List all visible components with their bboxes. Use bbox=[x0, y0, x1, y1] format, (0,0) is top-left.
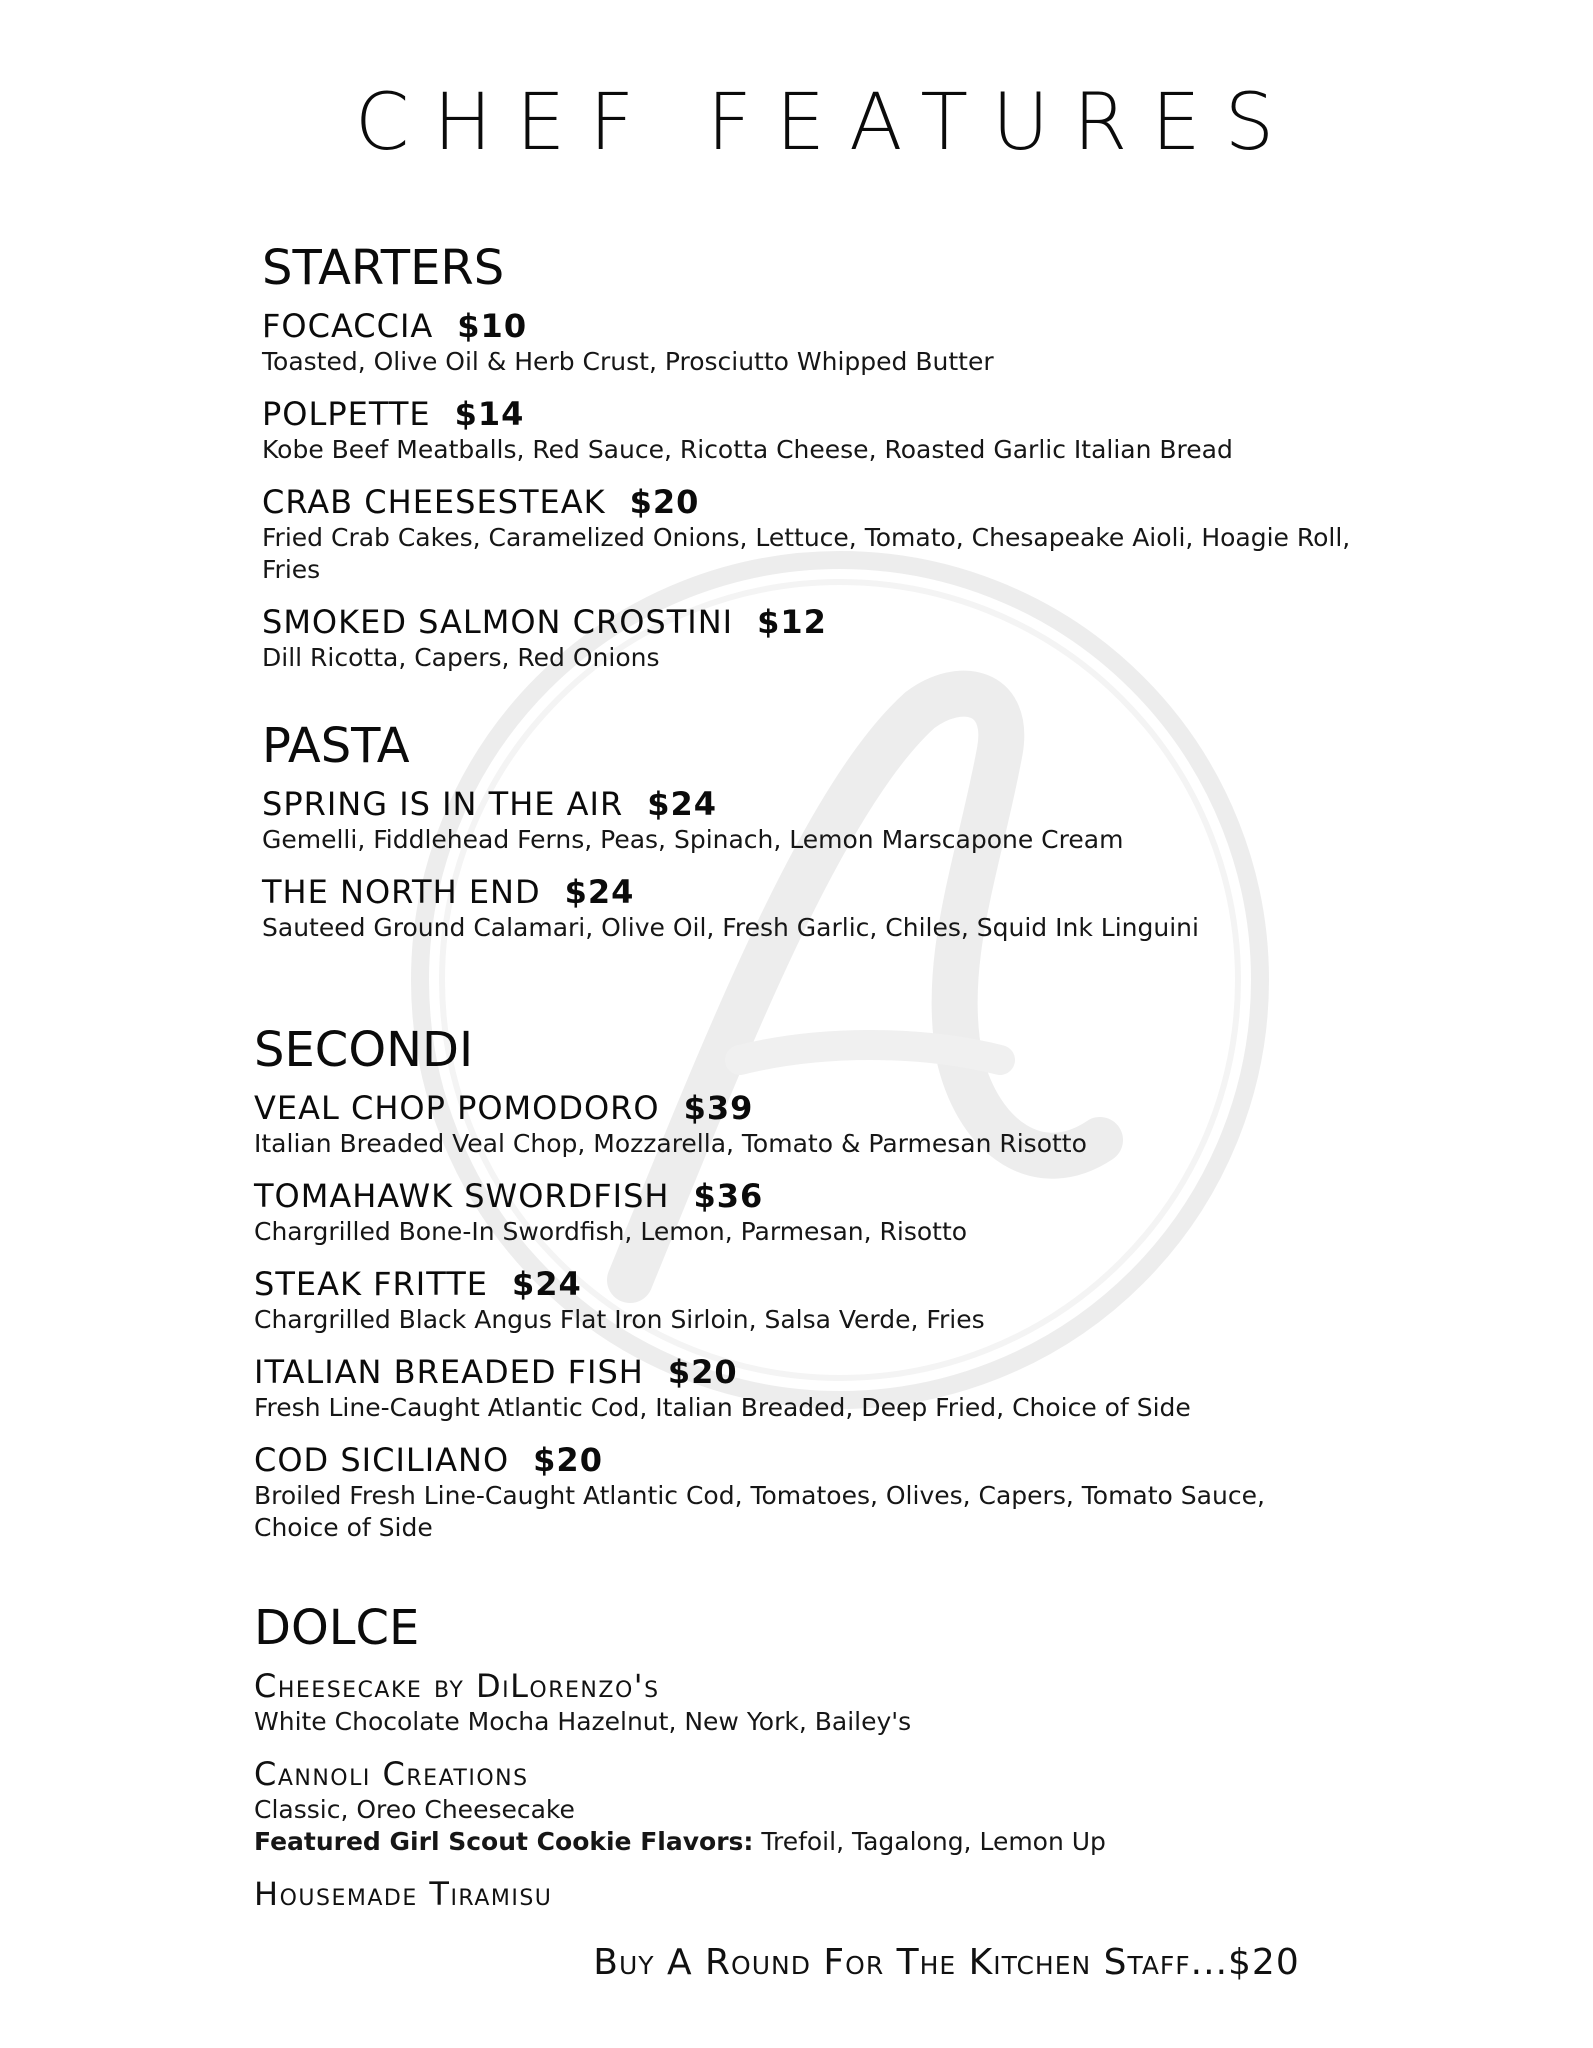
item-description: Italian Breaded Veal Chop, Mozzarella, Tomato & Parmesan Risotto bbox=[254, 1129, 1087, 1158]
section-title: STARTERS bbox=[262, 240, 505, 296]
item-name: VEAL CHOP POMODORO bbox=[254, 1089, 660, 1127]
menu-item bbox=[254, 1264, 1404, 1336]
item-price: $24 bbox=[564, 873, 635, 911]
item-name: TOMAHAWK SWORDFISH bbox=[254, 1177, 670, 1215]
menu-item bbox=[262, 872, 1412, 944]
menu-item bbox=[262, 394, 1412, 466]
menu-item bbox=[262, 602, 1412, 674]
item-description: Kobe Beef Meatballs, Red Sauce, Ricotta Cheese, Roasted Garlic Italian Bread bbox=[262, 435, 1233, 464]
section-starters bbox=[262, 240, 1412, 690]
item-description: Chargrilled Bone-In Swordfish, Lemon, Parmesan, Risotto bbox=[254, 1217, 968, 1246]
item-name: STEAK FRITTE bbox=[254, 1265, 488, 1303]
item-price: $20 bbox=[533, 1441, 603, 1479]
item-price: $14 bbox=[454, 395, 525, 433]
item-description: Chargrilled Black Angus Flat Iron Sirloin, Salsa Verde, Fries bbox=[254, 1305, 985, 1334]
menu-item-tiramisu bbox=[254, 1874, 1404, 1914]
section-title: SECONDI bbox=[254, 1022, 474, 1078]
item-price: $36 bbox=[693, 1177, 764, 1215]
footer-note: Buy A Round For The Kitchen Staff...$20 bbox=[593, 1942, 1300, 1983]
item-price: $24 bbox=[511, 1265, 582, 1303]
menu-item-cannoli bbox=[254, 1754, 1404, 1858]
item-description: Fried Crab Cakes, Caramelized Onions, Lettuce, Tomato, Chesapeake Aioli, Hoagie Roll, Fries bbox=[262, 523, 1351, 584]
section-dolce bbox=[254, 1600, 1404, 1930]
menu-item bbox=[262, 306, 1412, 378]
featured-label: Featured Girl Scout Cookie Flavors: bbox=[254, 1827, 754, 1856]
item-description: White Chocolate Mocha Hazelnut, New York, Bailey's bbox=[254, 1707, 912, 1736]
section-pasta bbox=[262, 718, 1412, 960]
item-name: Cheesecake by DiLorenzo's bbox=[254, 1667, 660, 1705]
item-price: $12 bbox=[757, 603, 827, 641]
featured-flavors-list: Trefoil, Tagalong, Lemon Up bbox=[761, 1827, 1106, 1856]
item-name: ITALIAN BREADED FISH bbox=[254, 1353, 644, 1391]
item-price: $20 bbox=[629, 483, 700, 521]
menu-item-cheesecake bbox=[254, 1666, 1404, 1738]
item-name: SPRING IS IN THE AIR bbox=[262, 785, 624, 823]
menu-item bbox=[254, 1440, 1404, 1544]
item-name: SMOKED SALMON CROSTINI bbox=[262, 603, 734, 641]
item-name: Cannoli Creations bbox=[254, 1755, 529, 1793]
item-name: POLPETTE bbox=[262, 395, 431, 433]
menu-item bbox=[254, 1088, 1404, 1160]
item-description: Broiled Fresh Line-Caught Atlantic Cod, Tomatoes, Olives, Capers, Tomato Sauce, Choice of Side bbox=[254, 1481, 1265, 1542]
item-price: $10 bbox=[457, 307, 528, 345]
menu-item bbox=[262, 784, 1412, 856]
item-description: Sauteed Ground Calamari, Olive Oil, Fresh Garlic, Chiles, Squid Ink Linguini bbox=[262, 913, 1199, 942]
item-description: Gemelli, Fiddlehead Ferns, Peas, Spinach, Lemon Marscapone Cream bbox=[262, 825, 1124, 854]
item-description: Fresh Line-Caught Atlantic Cod, Italian Breaded, Deep Fried, Choice of Side bbox=[254, 1393, 1191, 1422]
page-title: CHEF FEATURES bbox=[354, 78, 1299, 168]
item-description: Dill Ricotta, Capers, Red Onions bbox=[262, 643, 660, 672]
item-name: COD SICILIANO bbox=[254, 1441, 510, 1479]
section-secondi bbox=[254, 1022, 1404, 1560]
menu-item bbox=[254, 1176, 1404, 1248]
menu-item bbox=[254, 1352, 1404, 1424]
section-title: DOLCE bbox=[254, 1600, 420, 1656]
item-price: $39 bbox=[683, 1089, 754, 1127]
item-description: Toasted, Olive Oil & Herb Crust, Prosciutto Whipped Butter bbox=[262, 347, 994, 376]
section-title: PASTA bbox=[262, 718, 410, 774]
featured-flavors bbox=[254, 1826, 1404, 1858]
item-name: THE NORTH END bbox=[262, 873, 541, 911]
menu-item bbox=[262, 482, 1412, 586]
item-price: $20 bbox=[667, 1353, 738, 1391]
item-name: CRAB CHEESESTEAK bbox=[262, 483, 606, 521]
item-name: Housemade Tiramisu bbox=[254, 1875, 553, 1913]
item-description: Classic, Oreo Cheesecake bbox=[254, 1795, 575, 1824]
item-name: FOCACCIA bbox=[262, 307, 434, 345]
item-price: $24 bbox=[647, 785, 718, 823]
